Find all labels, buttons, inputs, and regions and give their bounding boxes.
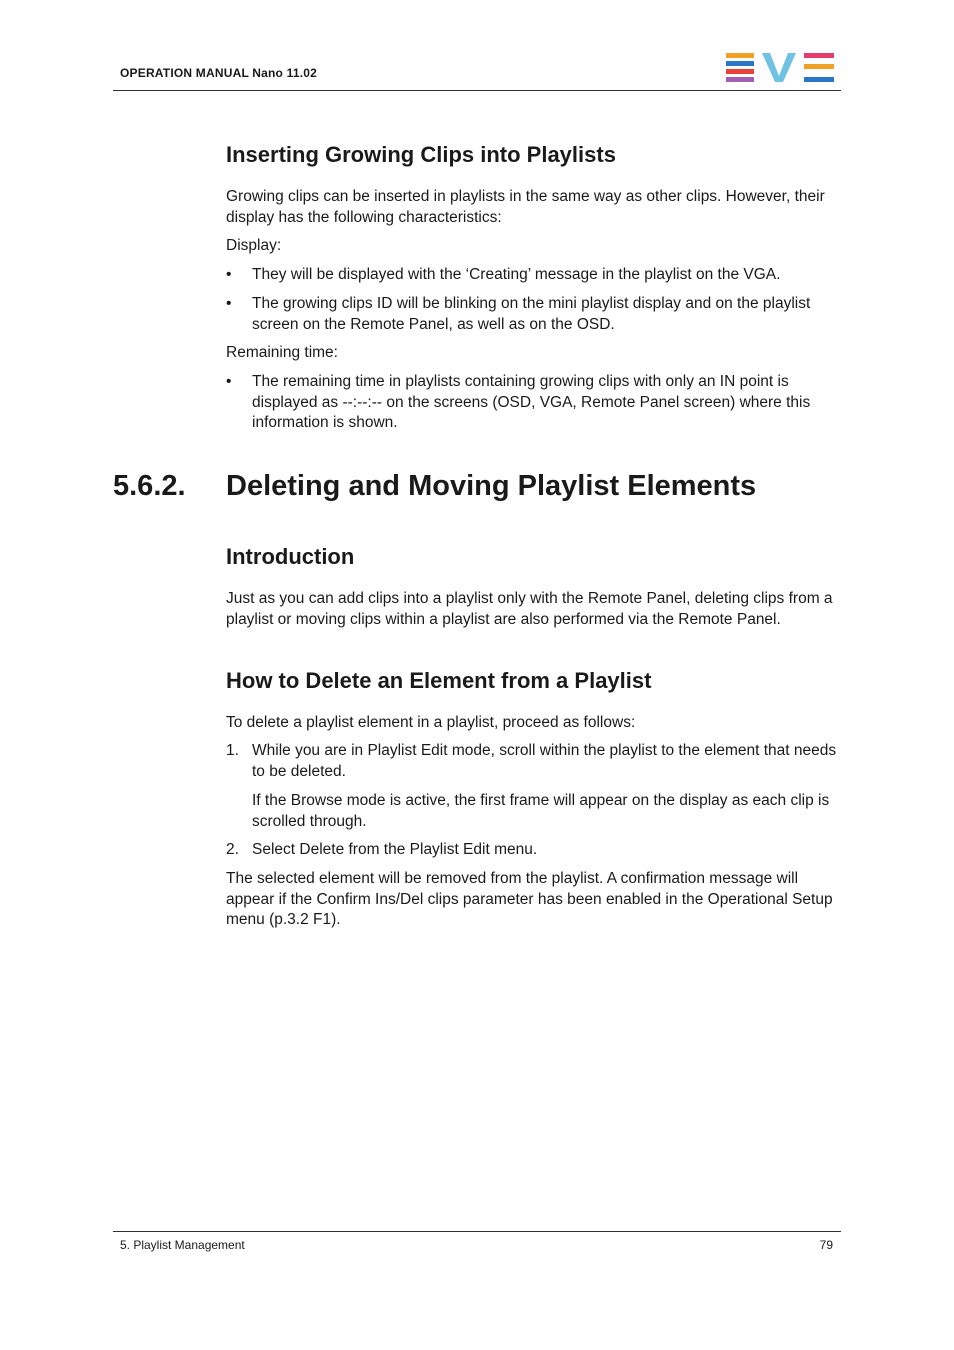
bullet-text: The growing clips ID will be blinking on the mini playlist display and on the playlist screen on the Remote Panel, as well as on the OSD. — [252, 295, 811, 333]
howto-intro: To delete a playlist element in a playlist, proceed as follows: — [226, 714, 636, 731]
header-divider — [113, 90, 841, 91]
remaining-time-label: Remaining time: — [226, 344, 338, 361]
page-number: 79 — [819, 1238, 833, 1252]
display-bullet-item — [226, 265, 841, 286]
bullet-icon: • — [226, 266, 232, 283]
step-item — [226, 741, 841, 782]
running-header-title: OPERATION MANUAL Nano 11.02 — [120, 66, 317, 80]
section-heading-growing-clips: Inserting Growing Clips into Playlists — [226, 142, 616, 167]
conclusion-text: The selected element will be removed from the playlist. A confirmation message will appear if the Confirm Ins/Del clips parameter has been enabled in the Operational Setup menu (p.3.2 F1). — [226, 870, 833, 928]
bullet-text: The remaining time in playlists containing growing clips with only an IN point is displayed as --:--:-- on the screens (OSD, VGA, Remote Panel screen) where this information is shown. — [252, 373, 811, 431]
growing-clips-intro: Growing clips can be inserted in playlists in the same way as other clips. However, their display has the following characteristics: — [226, 188, 825, 226]
step-note-text: If the Browse mode is active, the first frame will appear on the display as each clip is scrolled through. — [252, 792, 830, 830]
howto-heading: How to Delete an Element from a Playlist — [226, 668, 652, 693]
footer-divider — [113, 1231, 841, 1232]
footer-chapter: 5. Playlist Management — [120, 1238, 245, 1252]
step-number: 2. — [226, 841, 239, 858]
display-bullet-item — [226, 294, 841, 335]
step-text: Select Delete from the Playlist Edit menu. — [252, 841, 538, 858]
step-note — [226, 791, 841, 832]
step-text: While you are in Playlist Edit mode, scroll within the playlist to the element that needs to be deleted. — [252, 742, 837, 780]
bullet-icon: • — [226, 373, 232, 390]
bullet-text: They will be displayed with the ‘Creating’ message in the playlist on the VGA. — [252, 266, 781, 283]
section-title: Deleting and Moving Playlist Elements — [226, 470, 757, 502]
display-label: Display: — [226, 237, 282, 254]
introduction-heading: Introduction — [226, 544, 355, 569]
evs-logo — [724, 52, 836, 82]
remaining-bullet-item — [226, 372, 841, 434]
bullet-icon: • — [226, 295, 232, 312]
section-number: 5.6.2. — [113, 470, 186, 502]
step-number: 1. — [226, 742, 239, 759]
step-item — [226, 840, 841, 861]
introduction-text: Just as you can add clips into a playlist only with the Remote Panel, deleting clips from a playlist or moving clips within a playlist are also performed via the Remote Panel. — [226, 590, 833, 628]
